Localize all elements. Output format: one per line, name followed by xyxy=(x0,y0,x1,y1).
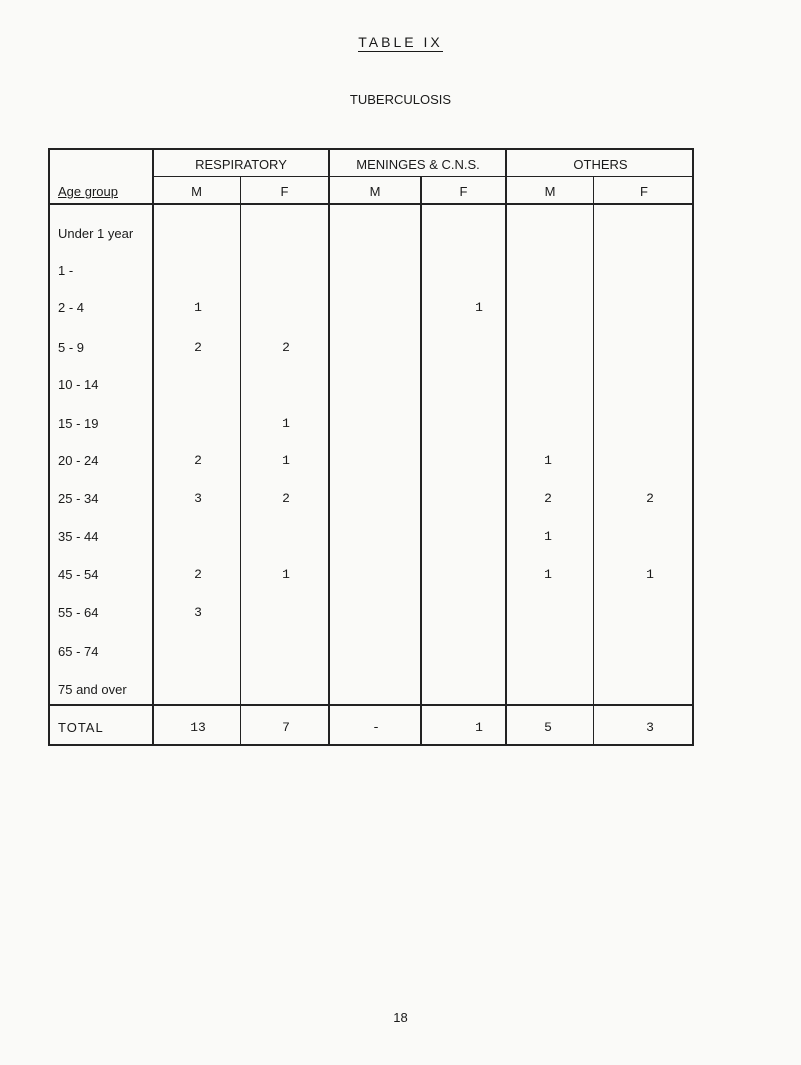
row-label: Under 1 year xyxy=(58,226,134,241)
table-cell: 1 xyxy=(544,567,552,582)
table-cell: 1 xyxy=(544,529,552,544)
total-cell: 5 xyxy=(544,720,552,735)
row-label: 45 - 54 xyxy=(58,567,99,582)
table-title: TABLE IX xyxy=(358,34,443,50)
table-cell: 1 xyxy=(282,567,290,582)
row-label: 65 - 74 xyxy=(58,644,99,659)
row-label: 35 - 44 xyxy=(58,529,99,544)
header-sub-f: F xyxy=(459,184,468,199)
header-sub-f: F xyxy=(280,184,289,199)
row-label: 15 - 19 xyxy=(58,416,99,431)
table-subtitle: TUBERCULOSIS xyxy=(349,92,452,107)
total-cell: - xyxy=(372,720,380,735)
table-cell: 1 xyxy=(475,300,483,315)
header-age-group: Age group xyxy=(58,184,118,199)
row-label: 10 - 14 xyxy=(58,377,99,392)
row-label: 20 - 24 xyxy=(58,453,99,468)
row-label: 2 - 4 xyxy=(58,300,85,315)
table-cell: 2 xyxy=(194,567,202,582)
row-label: 5 - 9 xyxy=(58,340,85,355)
row-label: 25 - 34 xyxy=(58,491,99,506)
table-cell: 1 xyxy=(194,300,202,315)
column-divider xyxy=(593,177,594,746)
table-cell: 2 xyxy=(194,453,202,468)
row-label: 1 - xyxy=(58,263,74,278)
header-respiratory: RESPIRATORY xyxy=(195,157,287,172)
table-cell: 2 xyxy=(282,340,290,355)
header-meninges: MENINGES & C.N.S. xyxy=(356,157,480,172)
table-cell: 2 xyxy=(194,340,202,355)
table-cell: 1 xyxy=(646,567,654,582)
row-label: 55 - 64 xyxy=(58,605,99,620)
total-cell: 7 xyxy=(282,720,290,735)
header-sub-m: M xyxy=(544,184,556,199)
column-divider xyxy=(505,149,507,746)
header-sub-f: F xyxy=(640,184,648,199)
total-cell: 3 xyxy=(646,720,654,735)
table-cell: 2 xyxy=(282,491,290,506)
table-frame xyxy=(48,148,694,746)
header-others: OTHERS xyxy=(573,157,628,172)
header-sub-m: M xyxy=(369,184,381,199)
total-divider xyxy=(49,704,693,706)
table-cell: 3 xyxy=(194,491,202,506)
header-divider xyxy=(49,203,693,205)
table-cell: 1 xyxy=(282,416,290,431)
table-cell: 1 xyxy=(544,453,552,468)
total-label: TOTAL xyxy=(58,720,104,735)
total-cell: 1 xyxy=(475,720,483,735)
table-cell: 3 xyxy=(194,605,202,620)
table-cell: 2 xyxy=(646,491,654,506)
total-cell: 13 xyxy=(190,720,206,735)
table-cell: 1 xyxy=(282,453,290,468)
row-label: 75 and over xyxy=(58,682,127,697)
column-divider xyxy=(240,177,241,746)
header-divider xyxy=(153,176,693,177)
column-divider xyxy=(328,149,330,746)
column-divider xyxy=(152,149,154,746)
table-cell: 2 xyxy=(544,491,552,506)
page-number: 18 xyxy=(393,1010,408,1025)
column-divider xyxy=(420,177,422,746)
header-sub-m: M xyxy=(191,184,202,199)
